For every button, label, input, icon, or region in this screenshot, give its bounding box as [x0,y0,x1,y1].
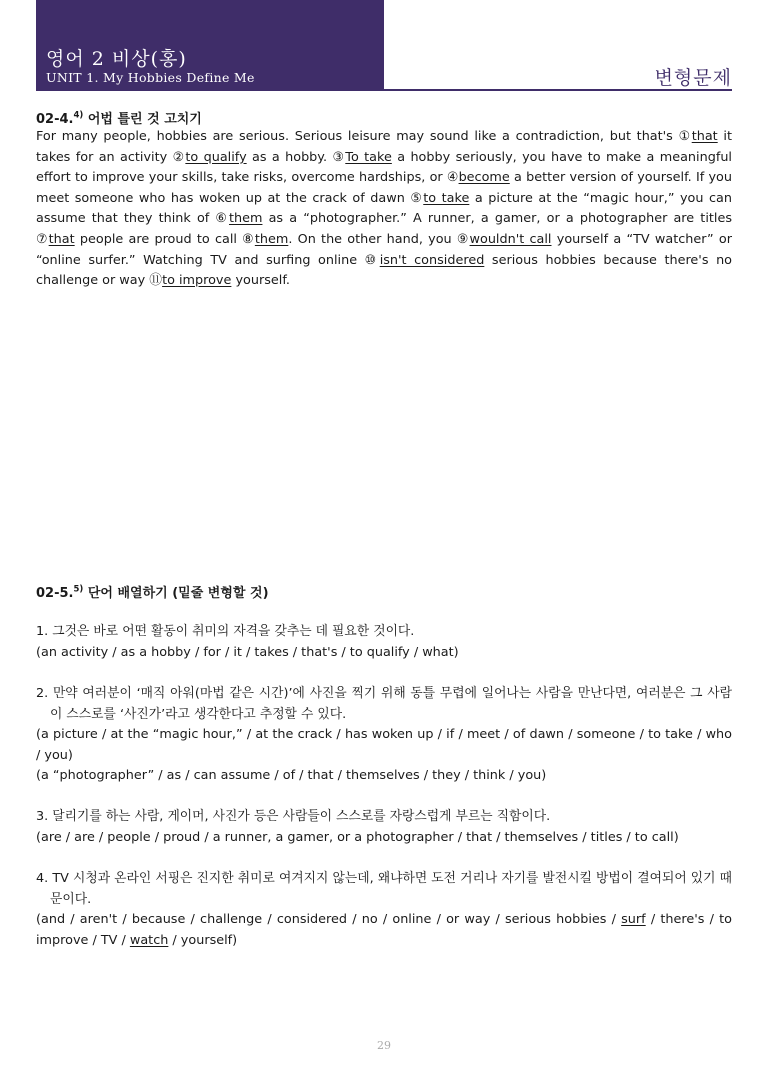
item-korean: 3. 달리기를 하는 사람, 게이머, 사진가 등은 사람들이 스스로를 자랑스럽게 부르는 직함이다. [36,809,551,824]
text-run: yourself. [231,273,290,289]
arrange-item-3 [36,807,732,848]
underlined-phrase: that [691,129,718,144]
grammar-passage [36,127,732,292]
underlined-phrase: them [254,231,289,247]
text-run: serious hobbies because there's no challenge or way ⑪ [36,252,733,289]
text-run: a hobby seriously, you have to make a meaningful effort to improve your skills, take risks, overcome hardships, or ④ [36,149,732,186]
arrange-item-1 [36,622,732,663]
underlined-phrase: to qualify [185,149,247,165]
item-korean: 2. 만약 여러분이 ‘매직 아워(마법 같은 시간)’에 사진을 찍기 위해 동틀 무렵에 일어나는 사람을 만난다면, 여러분은 그 사람이 스스로를 ‘사진가’라고 생각한다고 추정할 수 있다. [36,686,732,722]
text-run: (are / are / people / proud / a runner, a gamer, or a photographer / that / themselves / titles / to call) [36,829,679,845]
header-title: 영어 2 비상(홍) [46,48,187,70]
text-run: / there's / to improve / TV / [36,912,732,948]
text-run: yourself a “TV watcher” or “online surfer.” Watching TV and surfing online ⑩ [36,231,732,268]
text-run: . On the other hand, you ⑨ [288,231,470,247]
underlined-phrase: that [48,231,75,247]
text-run: a better version of yourself. If you meet someone who has woken up at the crack of dawn ⑤ [36,170,732,206]
text-run: (an activity / as a hobby / for / it / takes / that's / to qualify / what) [36,644,459,660]
text-run: as a “photographer.” A runner, a gamer, or a photographer are titles ⑦ [36,211,732,247]
header-banner [36,0,384,91]
word-bank-line [36,828,732,849]
underlined-phrase: To take [345,149,392,165]
text-run: (and / aren't / because / challenge / considered / no / online / or way / serious hobbies / [36,912,622,928]
section2-title: 02-5.$^{5)}$ 단어 배열하기 (밑줄 변형할 것) [36,584,269,601]
underlined-phrase: watch [129,932,169,948]
underlined-phrase: to take [423,190,470,206]
underlined-phrase: them [228,211,263,227]
underlined-phrase: isn't considered [379,252,485,268]
arrange-item-4 [36,869,732,951]
text-run: (a picture / at the “magic hour,” / at the crack / has woken up / if / meet / of dawn / someone / to take / who / you) [36,727,732,763]
item-korean: 1. 그것은 바로 어떤 활동이 취미의 자격을 갖추는 데 필요한 것이다. [36,624,415,639]
word-bank-line [36,643,732,664]
text-run: For many people, hobbies are serious. Serious leisure may sound like a contradiction, but that's ① [36,129,692,144]
arrange-item-2 [36,684,732,787]
underlined-phrase: to improve [162,273,232,289]
item-korean: 4. TV 시청과 온라인 서핑은 진지한 취미로 여겨지지 않는데, 왜냐하면 도전 거리나 자기를 발전시킬 방법이 결여되어 있기 때문이다. [36,871,732,907]
word-bank-line [36,910,732,951]
text-run: people are proud to call ⑧ [74,231,255,247]
underlined-phrase: surf [621,912,646,928]
header-right-label: 변형문제 [654,67,732,89]
word-bank-line [36,725,732,766]
word-bank-line [36,766,732,787]
underlined-phrase: become [458,170,510,186]
text-run: / yourself) [168,932,238,948]
text-run: a picture at the “magic hour,” you can assume that they think of ⑥ [36,190,732,227]
text-run: it takes for an activity ② [36,129,732,165]
text-run: as a hobby. ③ [246,149,346,165]
section1-title: 02-4.$^{4)}$ 어법 틀린 것 고치기 [36,110,202,127]
text-run: (a “photographer” / as / can assume / of / that / themselves / they / think / you) [36,768,547,784]
page-number: 29 [377,1039,391,1052]
header-unit: UNIT 1. My Hobbies Define Me [46,70,255,85]
underlined-phrase: wouldn't call [469,231,552,247]
